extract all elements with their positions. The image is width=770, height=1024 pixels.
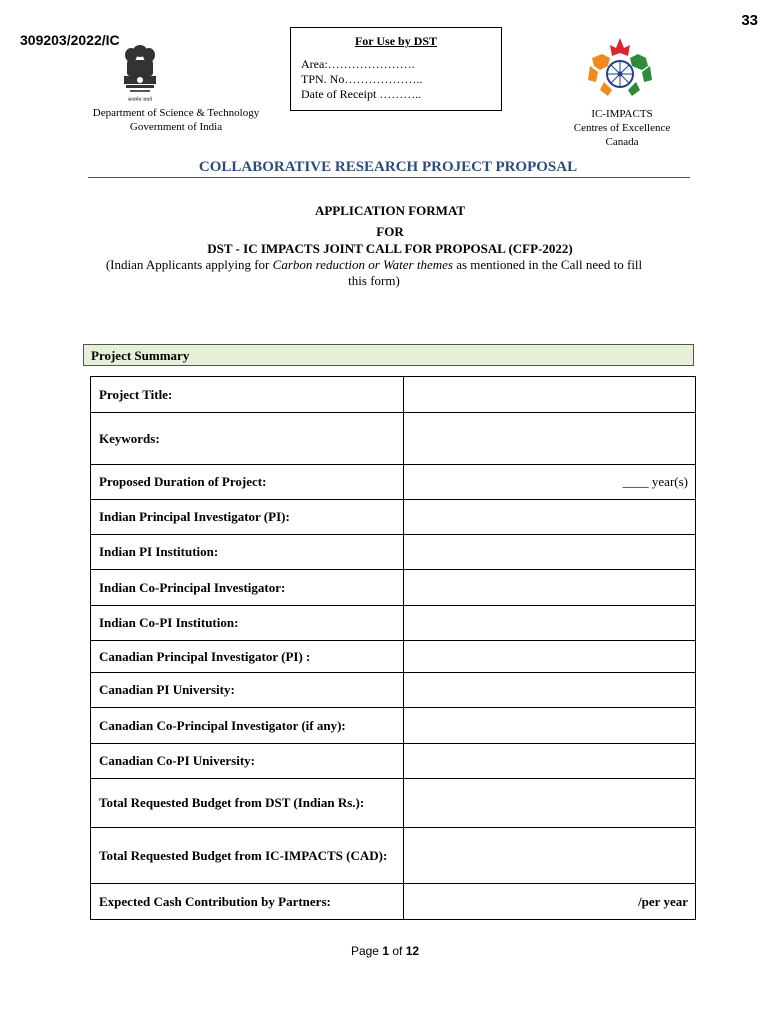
project-title-field[interactable] — [404, 377, 696, 413]
dst-box-title: For Use by DST — [354, 34, 438, 48]
table-row — [91, 570, 696, 606]
table-row — [91, 465, 696, 500]
row-label: Project Title: — [91, 377, 404, 413]
row-label: Canadian Co-PI University: — [91, 744, 404, 779]
row-label: Indian Co-Principal Investigator: — [91, 570, 404, 606]
dst-budget-field[interactable] — [404, 779, 696, 828]
note-themes: Carbon reduction or Water themes — [272, 257, 453, 272]
row-label: Indian Principal Investigator (PI): — [91, 500, 404, 535]
dst-use-box — [290, 27, 502, 111]
duration-field[interactable]: ____ year(s) — [404, 465, 696, 500]
table-row — [91, 377, 696, 413]
table-row — [91, 828, 696, 884]
row-label: Total Requested Budget from IC-IMPACTS (CAD): — [91, 828, 404, 884]
dst-box-area: Area:…………………. — [301, 57, 415, 71]
page-number: 33 — [741, 12, 758, 29]
partner-contribution-field[interactable]: /per year — [404, 884, 696, 920]
canadian-co-pi-field[interactable] — [404, 708, 696, 744]
heading-for: FOR — [376, 224, 404, 239]
emblem-caption: सत्यमेव जयते — [127, 98, 153, 103]
section-project-summary: Project Summary — [83, 344, 694, 366]
dst-box-tpn: TPN. No……………….. — [301, 72, 423, 86]
indian-co-pi-institution-field[interactable] — [404, 606, 696, 641]
heading-call: DST - IC IMPACTS JOINT CALL FOR PROPOSAL (CFP-2022) — [207, 241, 573, 256]
row-label: Expected Cash Contribution by Partners: — [91, 884, 404, 920]
table-row — [91, 744, 696, 779]
table-row — [91, 673, 696, 708]
ic-impacts-subtitle: Centres of Excellence — [573, 122, 671, 134]
project-summary-table — [90, 376, 696, 920]
row-label: Canadian Co-Principal Investigator (if any): — [91, 708, 404, 744]
row-label: Indian PI Institution: — [91, 535, 404, 570]
applicant-note — [100, 257, 648, 289]
national-emblem-icon — [118, 42, 162, 104]
page-footer — [0, 944, 770, 958]
dst-box-date: Date of Receipt ……….. — [301, 87, 422, 101]
row-label: Indian Co-PI Institution: — [91, 606, 404, 641]
ic-impacts-country: Canada — [605, 136, 639, 148]
footer-prefix: Page — [350, 944, 383, 958]
ic-impacts-name: IC-IMPACTS — [591, 108, 653, 120]
keywords-field[interactable] — [404, 413, 696, 465]
indian-co-pi-field[interactable] — [404, 570, 696, 606]
department-name: Department of Science & Technology — [92, 107, 260, 119]
ic-impacts-budget-field[interactable] — [404, 828, 696, 884]
table-row — [91, 413, 696, 465]
table-row — [91, 708, 696, 744]
row-label: Proposed Duration of Project: — [91, 465, 404, 500]
file-reference: 309203/2022/IC — [20, 32, 120, 48]
title-divider — [88, 177, 690, 178]
heading-application-format: APPLICATION FORMAT — [314, 203, 466, 218]
table-row — [91, 535, 696, 570]
canadian-co-pi-university-field[interactable] — [404, 744, 696, 779]
footer-total-pages: 12 — [405, 944, 420, 958]
row-label: Canadian PI University: — [91, 673, 404, 708]
table-row — [91, 500, 696, 535]
canadian-pi-field[interactable] — [404, 641, 696, 673]
document-title: COLLABORATIVE RESEARCH PROJECT PROPOSAL — [198, 159, 578, 175]
government-name: Government of India — [129, 121, 223, 133]
note-text: (Indian Applicants applying for — [105, 257, 273, 272]
row-label: Keywords: — [91, 413, 404, 465]
note-text-end: as mentioned in the Call need to fill this form) — [348, 257, 643, 288]
table-row — [91, 884, 696, 920]
table-row — [91, 641, 696, 673]
ic-impacts-block — [558, 107, 686, 149]
table-row — [91, 606, 696, 641]
row-label: Total Requested Budget from DST (Indian Rs.): — [91, 779, 404, 828]
footer-current-page: 1 — [382, 944, 389, 958]
indian-pi-institution-field[interactable] — [404, 535, 696, 570]
canadian-pi-university-field[interactable] — [404, 673, 696, 708]
table-row — [91, 779, 696, 828]
dst-department-block — [80, 106, 272, 134]
row-label: Canadian Principal Investigator (PI) : — [91, 641, 404, 673]
footer-middle: of — [389, 944, 406, 958]
indian-pi-field[interactable] — [404, 500, 696, 535]
maple-leaf-wheel-icon — [586, 36, 654, 98]
